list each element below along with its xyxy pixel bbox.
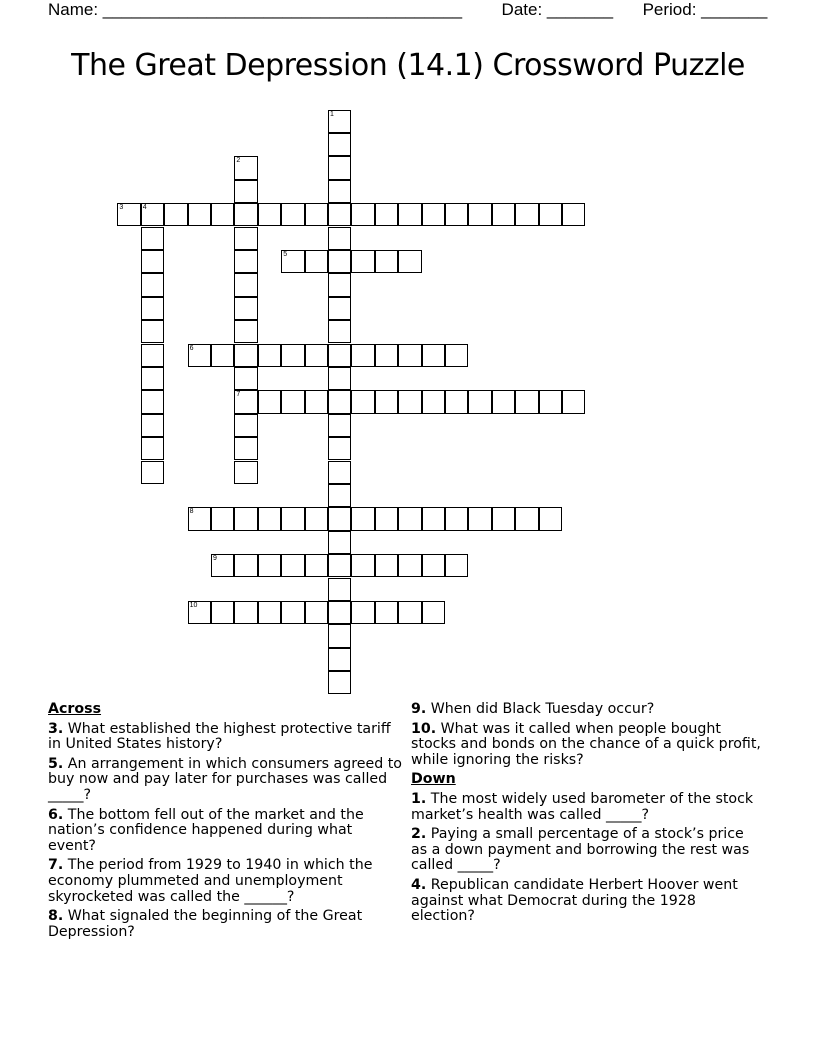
crossword-cell[interactable] [328,461,351,484]
crossword-cell[interactable] [281,250,304,273]
crossword-cell[interactable] [398,601,421,624]
crossword-cell[interactable] [281,601,304,624]
crossword-cell[interactable] [188,507,211,530]
crossword-cell[interactable] [328,414,351,437]
clue-number: 6 [189,344,194,352]
crossword-cell[interactable] [515,507,538,530]
crossword-cell[interactable] [328,531,351,554]
crossword-cell[interactable] [164,203,187,226]
crossword-cell[interactable] [234,367,257,390]
crossword-cell[interactable] [234,461,257,484]
crossword-cell[interactable] [422,203,445,226]
crossword-cell[interactable] [211,203,234,226]
crossword-cell[interactable] [445,344,468,367]
crossword-cell[interactable] [141,344,164,367]
crossword-cell[interactable] [188,601,211,624]
crossword-cell[interactable] [234,390,257,413]
crossword-cell[interactable] [258,390,281,413]
clue-number: 9 [213,555,217,563]
clue-number: 1 [330,110,334,118]
crossword-cell[interactable] [328,133,351,156]
crossword-cell[interactable] [398,344,421,367]
crossword-cell[interactable] [141,414,164,437]
crossword-cell[interactable] [281,390,304,413]
crossword-cell[interactable] [492,203,515,226]
crossword-cell[interactable] [468,507,491,530]
crossword-cell[interactable] [351,554,374,577]
crossword-cell[interactable] [281,507,304,530]
crossword-cell[interactable] [258,344,281,367]
crossword-cell[interactable] [422,507,445,530]
crossword-cell[interactable] [305,554,328,577]
crossword-cell[interactable] [562,203,585,226]
crossword-cell[interactable] [234,203,257,226]
crossword-cell[interactable] [258,601,281,624]
crossword-cell[interactable] [141,367,164,390]
crossword-cell[interactable] [234,554,257,577]
crossword-cell[interactable] [328,273,351,296]
crossword-cell[interactable] [141,203,164,226]
crossword-cell[interactable] [141,461,164,484]
crossword-cell[interactable] [211,601,234,624]
crossword-cell[interactable] [188,344,211,367]
crossword-cell[interactable] [445,390,468,413]
crossword-cell[interactable] [375,250,398,273]
crossword-cell[interactable] [328,320,351,343]
clue-number: 10 [189,601,198,609]
crossword-cell[interactable] [328,648,351,671]
name-field[interactable]: Name: ______________________________________ [48,0,463,19]
crossword-cell[interactable] [375,507,398,530]
crossword-cell[interactable] [351,390,374,413]
crossword-cell[interactable] [398,507,421,530]
crossword-cell[interactable] [375,554,398,577]
crossword-cell[interactable] [398,250,421,273]
crossword-cell[interactable] [515,390,538,413]
crossword-cell[interactable] [234,227,257,250]
crossword-cell[interactable] [305,203,328,226]
crossword-cell[interactable] [188,203,211,226]
crossword-cell[interactable] [328,554,351,577]
crossword-cell[interactable] [234,180,257,203]
crossword-cell[interactable] [328,367,351,390]
crossword-cell[interactable] [305,344,328,367]
clue-number: 3 [119,204,124,212]
crossword-cell[interactable] [422,390,445,413]
down-clue-1: 1. The most widely used barometer of the stock market’s health was called _____? [411,790,754,823]
crossword-cell[interactable] [234,601,257,624]
crossword-cell[interactable] [258,203,281,226]
crossword-cell[interactable] [141,297,164,320]
crossword-cell[interactable] [281,203,304,226]
crossword-cell[interactable] [258,554,281,577]
crossword-cell[interactable] [422,601,445,624]
crossword-cell[interactable] [375,203,398,226]
crossword-cell[interactable] [141,227,164,250]
crossword-cell[interactable] [328,110,351,133]
across-clue-8: 8. What signaled the beginning of the Great Depression? [48,908,363,940]
crossword-cell[interactable] [375,390,398,413]
crossword-cell[interactable] [328,624,351,647]
crossword-cell[interactable] [445,507,468,530]
across-clue-7: 7. The period from 1929 to 1940 in which the economy plummeted and unemployment skyrocketed was called the ______? [48,857,373,905]
across-clue-3: 3. What established the highest protective tariff in United States history? [48,720,391,753]
crossword-cell[interactable] [351,507,374,530]
crossword-cell[interactable] [398,203,421,226]
crossword-cell[interactable] [328,250,351,273]
crossword-cell[interactable] [141,273,164,296]
down-clue-4: 4. Republican candidate Herbert Hoover went against what Democrat during the 1928 election? [411,876,738,925]
crossword-cell[interactable] [305,601,328,624]
crossword-cell[interactable] [117,203,140,226]
crossword-cell[interactable] [328,203,351,226]
down-heading: Down [411,771,456,788]
crossword-cell[interactable] [562,390,585,413]
crossword-cell[interactable] [351,203,374,226]
crossword-cell[interactable] [539,390,562,413]
clue-number: 2 [236,157,241,165]
crossword-cell[interactable] [351,601,374,624]
across-clue-10: 10. What was it called when people bought stocks and bonds on the chance of a quick profit, while ignoring the risks? [411,720,761,768]
crossword-cell[interactable] [211,554,234,577]
crossword-cell[interactable] [328,297,351,320]
across-clue-5: 5. An arrangement in which consumers agreed to buy now and pay later for purchases was called _____? [48,755,402,803]
crossword-cell[interactable] [445,554,468,577]
crossword-cell[interactable] [468,203,491,226]
crossword-cell[interactable] [305,390,328,413]
crossword-cell[interactable] [141,390,164,413]
crossword-cell[interactable] [351,344,374,367]
period-field[interactable]: Period: _______ [642,0,768,19]
crossword-cell[interactable] [141,437,164,460]
crossword-cell[interactable] [328,227,351,250]
crossword-cell[interactable] [281,554,304,577]
crossword-cell[interactable] [328,156,351,179]
crossword-cell[interactable] [468,390,491,413]
date-field[interactable]: Date: _______ [501,0,614,19]
clue-number: 7 [236,391,241,399]
crossword-cell[interactable] [305,250,328,273]
crossword-cell[interactable] [445,203,468,226]
clue-number: 5 [283,250,288,258]
crossword-cell[interactable] [375,344,398,367]
crossword-cell[interactable] [305,507,328,530]
across-heading: Across [48,701,102,717]
crossword-cell[interactable] [398,554,421,577]
crossword-cell[interactable] [258,507,281,530]
crossword-cell[interactable] [281,344,304,367]
crossword-cell[interactable] [234,250,257,273]
crossword-cell[interactable] [234,437,257,460]
clue-number: 8 [189,508,194,516]
crossword-cell[interactable] [515,203,538,226]
crossword-cell[interactable] [211,507,234,530]
across-clue-6: 6. The bottom fell out of the market and the nation’s confidence happened during what event? [48,806,364,854]
crossword-cell[interactable] [234,273,257,296]
crossword-cell[interactable] [492,390,515,413]
crossword-cell[interactable] [234,297,257,320]
down-clue-2: 2. Paying a small percentage of a stock’s price as a down payment and borrowing the rest was called _____? [411,826,750,874]
crossword-cell[interactable] [328,344,351,367]
page-title: The Great Depression (14.1) Crossword Puzzle [71,48,745,83]
crossword-cell[interactable] [141,250,164,273]
crossword-cell[interactable] [328,507,351,530]
crossword-cell[interactable] [234,344,257,367]
crossword-cell[interactable] [328,484,351,507]
crossword-cell[interactable] [422,554,445,577]
crossword-cell[interactable] [328,578,351,601]
clues-left-column [48,702,404,944]
crossword-cell[interactable] [234,507,257,530]
crossword-cell[interactable] [492,507,515,530]
crossword-cell[interactable] [234,320,257,343]
crossword-cell[interactable] [328,390,351,413]
crossword-cell[interactable] [234,414,257,437]
crossword-cell[interactable] [328,180,351,203]
clues-right-column [411,702,763,929]
crossword-cell[interactable] [234,156,257,179]
crossword-cell[interactable] [422,344,445,367]
crossword-cell[interactable] [539,507,562,530]
crossword-cell[interactable] [328,601,351,624]
crossword-cell[interactable] [141,320,164,343]
across-clue-9: 9. When did Black Tuesday occur? [411,701,655,717]
crossword-cell[interactable] [375,601,398,624]
crossword-cell[interactable] [328,671,351,694]
crossword-cell[interactable] [328,437,351,460]
clue-number: 4 [142,204,147,212]
crossword-cell[interactable] [398,390,421,413]
crossword-cell[interactable] [211,344,234,367]
crossword-cell[interactable] [351,250,374,273]
crossword-cell[interactable] [539,203,562,226]
